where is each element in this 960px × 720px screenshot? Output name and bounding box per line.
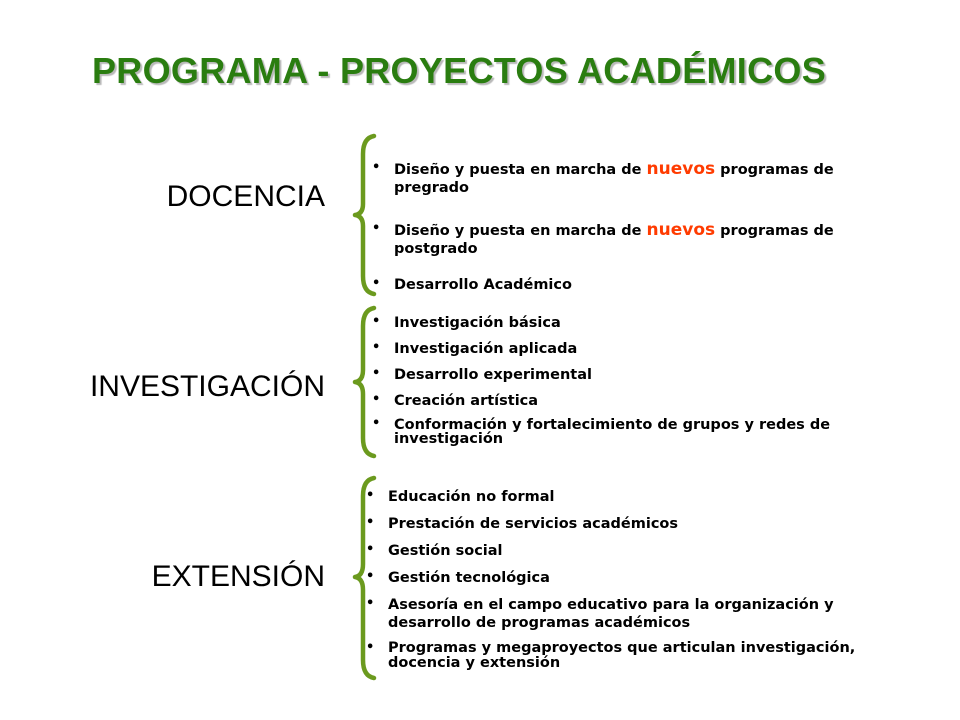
list-item bbox=[364, 542, 904, 560]
list-item bbox=[370, 160, 890, 197]
bullet-icon: • bbox=[372, 160, 381, 175]
bullet-icon: • bbox=[372, 340, 381, 355]
list-item bbox=[370, 418, 880, 446]
section-label-docencia: DOCENCIA bbox=[166, 180, 325, 213]
item-text: programas de postgrado bbox=[394, 223, 834, 257]
bullet-icon: • bbox=[372, 366, 381, 381]
list-item bbox=[370, 366, 880, 384]
bullet-icon: • bbox=[366, 596, 375, 611]
bullet-icon: • bbox=[372, 392, 381, 407]
list-item bbox=[364, 515, 904, 533]
list-item bbox=[370, 276, 890, 294]
bullet-icon: • bbox=[372, 276, 381, 291]
section-label-investigacion: INVESTIGACIÓN bbox=[89, 370, 325, 403]
list-item bbox=[364, 596, 904, 632]
item-text: Investigación aplicada bbox=[394, 341, 578, 357]
item-text: Gestión tecnológica bbox=[388, 570, 550, 586]
item-text: Creación artística bbox=[394, 393, 539, 409]
item-text: Diseño y puesta en marcha de bbox=[394, 223, 647, 239]
investigacion-list bbox=[370, 314, 880, 446]
list-item bbox=[370, 392, 880, 410]
item-text: Asesoría en el campo educativo para la organización y desarrollo de programas académicos bbox=[388, 597, 834, 631]
item-text: Desarrollo Académico bbox=[394, 277, 572, 293]
list-item bbox=[370, 340, 880, 358]
item-text: Gestión social bbox=[388, 543, 503, 559]
item-text: Programas y megaproyectos que articulan investigación, docencia y extensión bbox=[388, 640, 856, 671]
item-text: programas de pregrado bbox=[394, 162, 834, 196]
highlight-word: nuevos bbox=[646, 159, 716, 179]
bullet-icon: • bbox=[366, 542, 375, 557]
item-text: Conformación y fortalecimiento de grupos y redes de investigación bbox=[394, 417, 831, 447]
list-item bbox=[364, 488, 904, 506]
list-item bbox=[370, 314, 880, 332]
bullet-icon: • bbox=[366, 488, 375, 503]
item-text: Investigación básica bbox=[394, 315, 561, 331]
list-item bbox=[370, 221, 890, 258]
item-text: Prestación de servicios académicos bbox=[388, 516, 679, 532]
list-item bbox=[364, 641, 904, 671]
page-title: PROGRAMA - PROYECTOS ACADÉMICOS bbox=[92, 50, 827, 91]
docencia-list bbox=[370, 160, 890, 294]
bullet-icon: • bbox=[366, 640, 375, 655]
item-text: Diseño y puesta en marcha de bbox=[394, 162, 647, 178]
item-text: Desarrollo experimental bbox=[394, 367, 592, 383]
extension-list bbox=[364, 488, 904, 671]
list-item bbox=[364, 569, 904, 587]
highlight-word: nuevos bbox=[646, 220, 716, 240]
bullet-icon: • bbox=[366, 515, 375, 530]
item-text: Educación no formal bbox=[388, 489, 555, 505]
section-label-extension: EXTENSIÓN bbox=[151, 560, 325, 593]
bullet-icon: • bbox=[372, 221, 381, 236]
bullet-icon: • bbox=[372, 314, 381, 329]
bullet-icon: • bbox=[372, 416, 381, 431]
bullet-icon: • bbox=[366, 569, 375, 584]
